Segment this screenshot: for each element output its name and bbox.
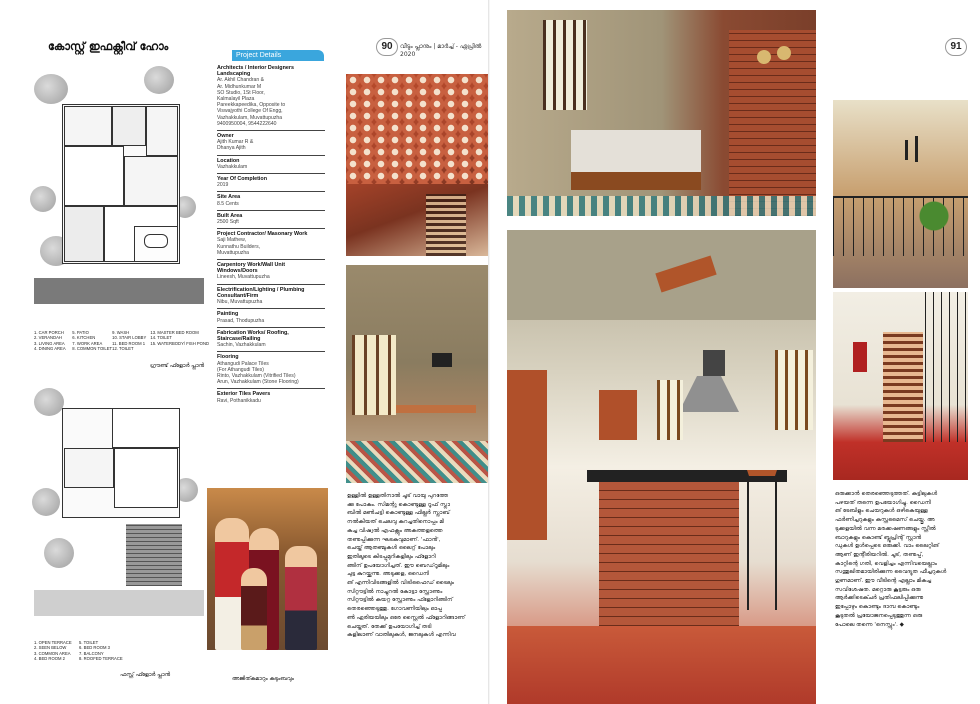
pendant-light	[905, 140, 908, 160]
page-number-left: 90	[376, 38, 398, 56]
tree-icon	[34, 388, 64, 416]
legend-item: 3. LIVING AREA	[34, 340, 65, 346]
article-title: കോസ്റ്റ് ഇഫക്റ്റീവ് ഹോം	[48, 40, 169, 53]
dining-photo	[346, 265, 488, 483]
detail-painting	[217, 309, 325, 327]
legend-item: 7. BALCONY	[79, 650, 104, 656]
window	[352, 335, 396, 415]
detail-value: Athangudi Palace Tiles (For Athangudi Tiles) Rinto, Vazhakkulam (Vitrified Tiles) Arun, Vazhakkulam (Stone Flooring)	[217, 360, 299, 386]
tree-icon	[32, 488, 60, 516]
text-line: ഒരുക്കാൻ തെരഞ്ഞെടുത്തത്. കട്ടിലുകൾ	[835, 491, 938, 497]
car-icon	[144, 234, 168, 248]
framed-art	[853, 342, 867, 372]
page-number-right: 91	[945, 38, 967, 56]
road	[34, 278, 204, 304]
legend-item: 8. ROOFED TERRACE	[79, 656, 123, 662]
magazine-name: വീടും പ്ലാനും | മാർച്ച് - ഏപ്രിൽ 2020	[400, 43, 482, 58]
tree-icon	[144, 66, 174, 94]
text-line: ബാറുകളും കൊണ്ട് ബ്ലൂപ്രിന്റ് സ്റ്റാൻ	[835, 534, 922, 541]
tree-icon	[30, 186, 56, 212]
text-line: കാറ്റിന്റെ ഗതി, വെളിച്ചം എന്നിവയെല്ലാം	[835, 560, 938, 567]
detail-label: Carpentory Work/Wall Unit Windows/Doors	[217, 262, 285, 275]
text-line: ങ് ടേബിളും ചെയറുകൾ ഒഴികെയുള്ള	[835, 508, 928, 515]
text-line: ഇപ്പോഴും കൊണ്ടും ദാമ്പ കൊണ്ടും	[835, 604, 920, 611]
pendant-light	[915, 136, 918, 162]
plan-room	[64, 448, 114, 488]
dining-table	[396, 405, 476, 413]
legend-item: 9. WASH	[112, 330, 130, 335]
legend-item: 1. CAR PORCH	[34, 330, 64, 335]
brick-ceiling-photo	[346, 74, 488, 256]
chimney-hood	[679, 376, 739, 412]
detail-label: Architects / Interior Designers Landscaping	[217, 65, 294, 78]
legend-item: 6. KITCHEN	[72, 335, 96, 341]
legend-item: 12. TOILET	[112, 346, 134, 352]
tree-icon	[34, 74, 68, 104]
bedroom-photo	[507, 10, 816, 216]
detail-value: Ajith Kumar R & Dhanya Ajith	[217, 139, 254, 152]
detail-value: Ravi, Pothanikkadu	[217, 397, 261, 404]
detail-label: Electrification/Lighting / Plumbing Consultant/Firm	[217, 286, 305, 299]
tv	[432, 353, 452, 367]
body-text-column-2	[835, 490, 975, 629]
plan-room	[112, 106, 146, 146]
bar-stool	[747, 470, 777, 610]
cabinet	[599, 390, 637, 440]
jali-wall	[883, 332, 923, 442]
window	[775, 350, 813, 430]
project-details-heading: Project Details	[232, 50, 324, 61]
legend-item: 6. BED ROOM 3	[79, 645, 110, 651]
legend-item: 8. COMMON TOILET	[72, 346, 113, 352]
text-line: ഉള്ളിൽ ഉള്ളതിനാൽ ചൂട് വായു പുറത്തേ	[347, 493, 449, 499]
legend-item: 3. COMMON AREA	[34, 650, 71, 656]
ground-floor-plan	[34, 66, 204, 316]
person-figure	[241, 568, 267, 650]
staircase-photo	[833, 100, 968, 288]
detail-owner	[217, 131, 325, 156]
tiled-floor	[346, 441, 488, 483]
text-line: തണുപ്പിക്കുന്ന ഘടകവുമാണ്. 'ഫാൻ',	[347, 536, 441, 543]
legend-item: 15. WATERBODY/ FISH POND	[150, 340, 209, 346]
plan-room	[114, 448, 178, 508]
plan-room	[146, 106, 178, 156]
text-line: സിറ്റൗട്ടിൽ നാച്ചുറൽ കോട്ടാ സ്റ്റോണും	[347, 588, 443, 595]
text-line: ആണ് ഇന്റീരിയറിൽ. ചൂട്, തണുപ്പ്,	[835, 551, 924, 558]
person-figure	[285, 546, 317, 650]
legend-item: 11. BED ROOM 1	[112, 340, 146, 346]
text-line: ക്കു പോകും. സിമന്റു കൊണ്ടുള്ള റൂഫ് സ്ലാ	[347, 501, 451, 508]
legend-item: 2. SEEN BELOW	[34, 645, 67, 651]
plan-room	[64, 146, 124, 206]
detail-value: Nibu, Muvattupuzha	[217, 299, 263, 306]
detail-flooring	[217, 352, 325, 389]
wall-plate	[757, 50, 771, 64]
detail-value: Sachin, Vazhakkulam	[217, 342, 266, 349]
detail-value: 2019	[217, 182, 229, 189]
legend-item: 2. VERANDAH	[34, 335, 62, 341]
first-floor-caption: ഫസ്റ്റ് ഫ്ളോർ പ്ലാൻ	[120, 672, 171, 678]
chimney-hood	[703, 350, 725, 376]
plan-room	[124, 156, 178, 206]
text-line: ങ്ങിന് ഉപയോഗിച്ചത്. ഈ ബെഡ്‌റൂമിലും	[347, 562, 450, 569]
text-line: കൂടുതൽ പ്രയോജനപ്പെടുത്തുന്ന ഒരു	[835, 612, 923, 619]
detail-value: Saji Mathew, Kunnathu Builders, Muvattupuzha	[217, 237, 261, 256]
detail-built-area	[217, 211, 325, 229]
detail-value: 8.5 Cents	[217, 200, 239, 207]
brick-wall	[729, 30, 816, 216]
detail-value: Lineesh, Muvattupuzha	[217, 274, 270, 281]
text-line: തെരഞ്ഞെടുത്തു. ഗോവണിയിലും ഓപ്പ	[347, 606, 442, 613]
detail-contractor	[217, 229, 325, 260]
ground-floor-caption: ഗ്രൗണ്ട് ഫ്ളോർ പ്ലാൻ	[150, 363, 205, 369]
legend-item: 1. OPEN TERRACE	[34, 640, 72, 645]
text-line: ചെയ്ത് ആതഞ്ചുകൾ ലൈറ്റ് പോലും	[347, 545, 436, 552]
detail-value: Ar. Akhil Chandran & Ar. Midhunkumar M SO Studio, 1St Floor, Kalmalayil Plaza Pareekkapeedika, Opposite to Viswajyothi College Of Engg, Vazhakkulam, Muvattupuzha 9400950004, 9544222640	[217, 77, 286, 127]
text-line: ബിൽ മൺചട്ടി കൊണ്ടുള്ള ഫില്ലർ സ്ലാബ്	[347, 510, 450, 517]
kitchen-photo	[507, 230, 816, 704]
bed	[571, 130, 701, 190]
tiled-floor	[507, 626, 816, 704]
legend-item: 10. STAIR LOBBY	[112, 335, 147, 341]
detail-architects	[217, 63, 325, 131]
roofed-terrace-hatch	[126, 524, 182, 586]
legend-item: 5. PATIO	[72, 330, 89, 335]
window	[543, 20, 587, 110]
plan-room	[112, 408, 180, 448]
detail-carpentry	[217, 260, 325, 285]
first-floor-plan	[34, 378, 204, 626]
ground-floor-legend	[34, 330, 209, 352]
text-line: പഴയത് തന്നെ ഉപയോഗിച്ചു. ഡൈനി	[835, 499, 931, 506]
tiled-floor	[507, 196, 816, 216]
detail-exterior	[217, 389, 325, 406]
plan-room	[64, 106, 112, 146]
text-line: സവിശേഷത. മറ്റൊരു കൂട്ടരും ഒരു	[835, 586, 921, 593]
road	[34, 590, 204, 616]
right-page	[490, 0, 980, 704]
detail-value: Vazhakkulam	[217, 163, 248, 170]
stair-railing	[925, 292, 968, 442]
text-line: നൽകിയത് ചെലവു കുറച്ചതിനൊപ്പം മി	[347, 519, 444, 526]
text-line: കളിലാണ് വാതിലുകൾ, ജനലുകൾ എന്നിവ	[347, 632, 456, 639]
family-photo	[207, 488, 328, 650]
cabinet	[507, 370, 547, 540]
text-line: ങ് എന്നിവിടങ്ങളിൽ വിട്രിഫൈഡ് ടൈലും	[347, 580, 455, 587]
text-line: സന്തുലിതമായിരിക്കുന്ന വൈദ്യുത ഫീച്ചറുകൾ	[835, 569, 947, 576]
legend-item: 13. MASTER BED ROOM	[150, 330, 199, 335]
detail-label: Painting	[217, 311, 239, 318]
text-line: ടുക്കളയിൽ വന്ന മരക്കഷണങ്ങളും സ്റ്റീൽ	[835, 525, 936, 532]
text-line: ചുട്ട കുറയ്ക്കുന്നു. അടുക്കള, ഡൈനി	[347, 571, 430, 578]
wall-plate	[777, 46, 791, 60]
first-floor-legend	[34, 640, 124, 662]
family-caption: അജിത്കുമാറും കുടുംബവും	[232, 676, 294, 682]
detail-location	[217, 156, 325, 174]
text-line: ഫർണിച്ചറുകളും കസ്റ്റമൈസ് ചെയ്തു. അ	[835, 517, 935, 524]
detail-label: Year Of Completion	[217, 176, 268, 183]
project-details	[217, 63, 325, 407]
window	[657, 380, 683, 440]
text-line: പോലെ തന്നെ 'നെസ്റ്റും'. ◆	[835, 621, 904, 628]
detail-label: Site Area	[217, 194, 241, 201]
text-line: കച്ച വിഷ്വൽ എഫക്റ്റും അകത്തളത്തെ	[347, 527, 443, 534]
jali-wall	[426, 194, 466, 256]
ceiling-pot-pattern	[346, 74, 488, 184]
tree-icon	[44, 538, 74, 568]
text-line: ൺ ഏരിയയിലും ഒരേ സ്റ്റൈൽ ഫ്ളോറിങ്ങാണ്	[347, 614, 466, 621]
detail-value: 2500 Sqft	[217, 219, 239, 226]
legend-item: 4. DINING AREA	[34, 346, 66, 352]
text-line: ഡുകൾ ഉൾപ്പെടെ ഒരുക്കി. വാം ലൈറ്റിങ്	[835, 543, 939, 550]
text-line: ചെയ്തത്. തേക്ക് ഉപയോഗിച്ച് തടി	[347, 623, 432, 630]
detail-site-area	[217, 192, 325, 210]
detail-label: Built Area	[217, 212, 243, 219]
legend-item: 4. BED ROOM 2	[34, 656, 65, 662]
legend-item: 14. TOILET	[150, 335, 172, 341]
detail-electrification	[217, 285, 325, 310]
brick-counter	[599, 482, 739, 626]
detail-fabrication	[217, 328, 325, 353]
detail-label: Project Contractor/ Masonary Work	[217, 231, 308, 238]
text-line: ഗുണമാണ്. ഈ വീടിന്റെ എല്ലാം മികച്ച	[835, 578, 932, 585]
detail-label: Exterior Tiles Pavers	[217, 391, 271, 398]
detail-label: Location	[217, 157, 240, 164]
detail-label: Owner	[217, 133, 234, 140]
detail-value: Prasad, Thodupuzha	[217, 317, 265, 324]
detail-year	[217, 174, 325, 192]
potted-plant	[919, 200, 949, 240]
detail-label: Flooring	[217, 354, 239, 361]
legend-item: 5. TOILET	[79, 640, 99, 645]
plan-room	[64, 206, 104, 262]
legend-item: 7. WORK AREA	[72, 340, 103, 346]
hallway-photo	[833, 292, 968, 480]
text-line: ആർക്കിടെക്ചർ പ്രതിഫലിപ്പിക്കുന്നു	[835, 595, 924, 602]
text-line: ഇതിലൂടെ കിടപ്പുമുറികളിലും ഫ്ളോറി	[347, 553, 436, 560]
text-line: സിറ്റൗട്ടിൽ കയറ്റ സ്റ്റോണും ഫ്ളോറിങ്ങിന്	[347, 597, 453, 604]
body-text-column-1	[347, 492, 489, 640]
detail-label: Fabrication Works/ Roofing, Staircase/Railing	[217, 329, 289, 342]
